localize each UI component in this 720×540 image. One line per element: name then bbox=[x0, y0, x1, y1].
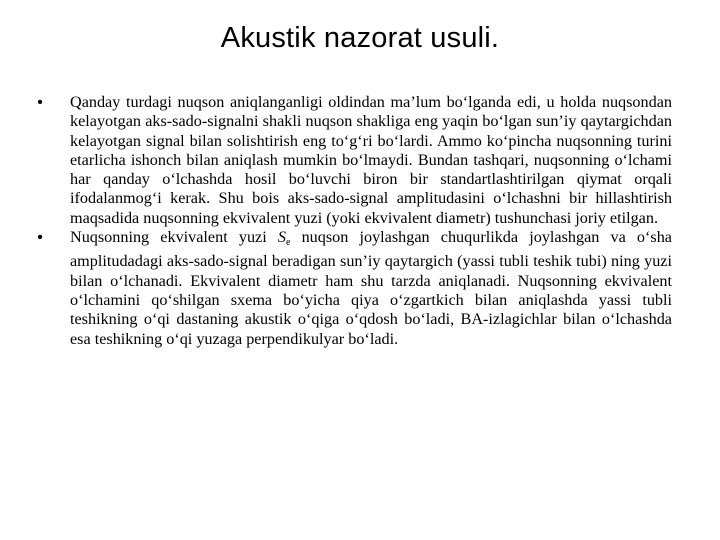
slide-title: Akustik nazorat usuli. bbox=[220, 22, 500, 54]
bullet-marker: • bbox=[37, 229, 43, 247]
bullet-text bbox=[70, 228, 672, 347]
bullet-item bbox=[30, 228, 672, 349]
equivalent-area-symbol: S bbox=[277, 228, 286, 247]
bullet-item bbox=[30, 93, 672, 228]
bullet-text-after: nuqson joylashgan chuqurlikda joylashgan va o‘sha amplitudadagi aks-sado-signal beradigan sun’iy qaytargich (yassi tubli teshik tubi) ning yuzi bilan o‘lchanadi. Ekvivalent diametr ham shu tarzda aniqlanadi. Nuqsonning ekvivalent o‘lchamini qo‘shilgan sxema bo‘yicha qiya o‘zgartkich bilan aniqlashda yassi tubli teshikning o‘qi dastaning akustik o‘qiga o‘qdosh bo‘ladi, BA-izlagichlar bilan o‘lchashda esa teshikning o‘qi yuzaga perpendikulyar bo‘ladi. bbox=[70, 228, 672, 348]
bullet-list bbox=[30, 93, 672, 349]
bullet-marker: • bbox=[37, 94, 43, 111]
equivalent-area-subscript: e bbox=[285, 237, 291, 249]
bullet-text: Qanday turdagi nuqson aniqlanganligi oldindan ma’lum bo‘lganda edi, u holda nuqsondan kelayotgan aks-sado-signalni shakli nuqson shakliga eng yaqin bo‘lgan sun’iy qaytargichdan kelayotgan signal bilan solishtirish eng to‘g‘ri bo‘lardi. Ammo ko‘pincha nuqsonning turini etarlicha ishonch bilan aniqlash mumkin bo‘lmaydi. Bundan tashqari, nuqsonning o‘lchami har qanday o‘lchashda hosil bo‘luvchi biron bir standartlashtirilgan qiymat orqali ifodalanmog‘i kerak. Shu bois aks-sado-signal amplitudasini o‘lchashni bir hillashtirish maqsadida nuqsonning ekvivalent yuzi (yoki ekvivalent diametr) tushunchasi joriy etilgan. bbox=[70, 93, 672, 227]
bullet-text-before: Nuqsonning ekvivalent yuzi bbox=[70, 228, 278, 247]
